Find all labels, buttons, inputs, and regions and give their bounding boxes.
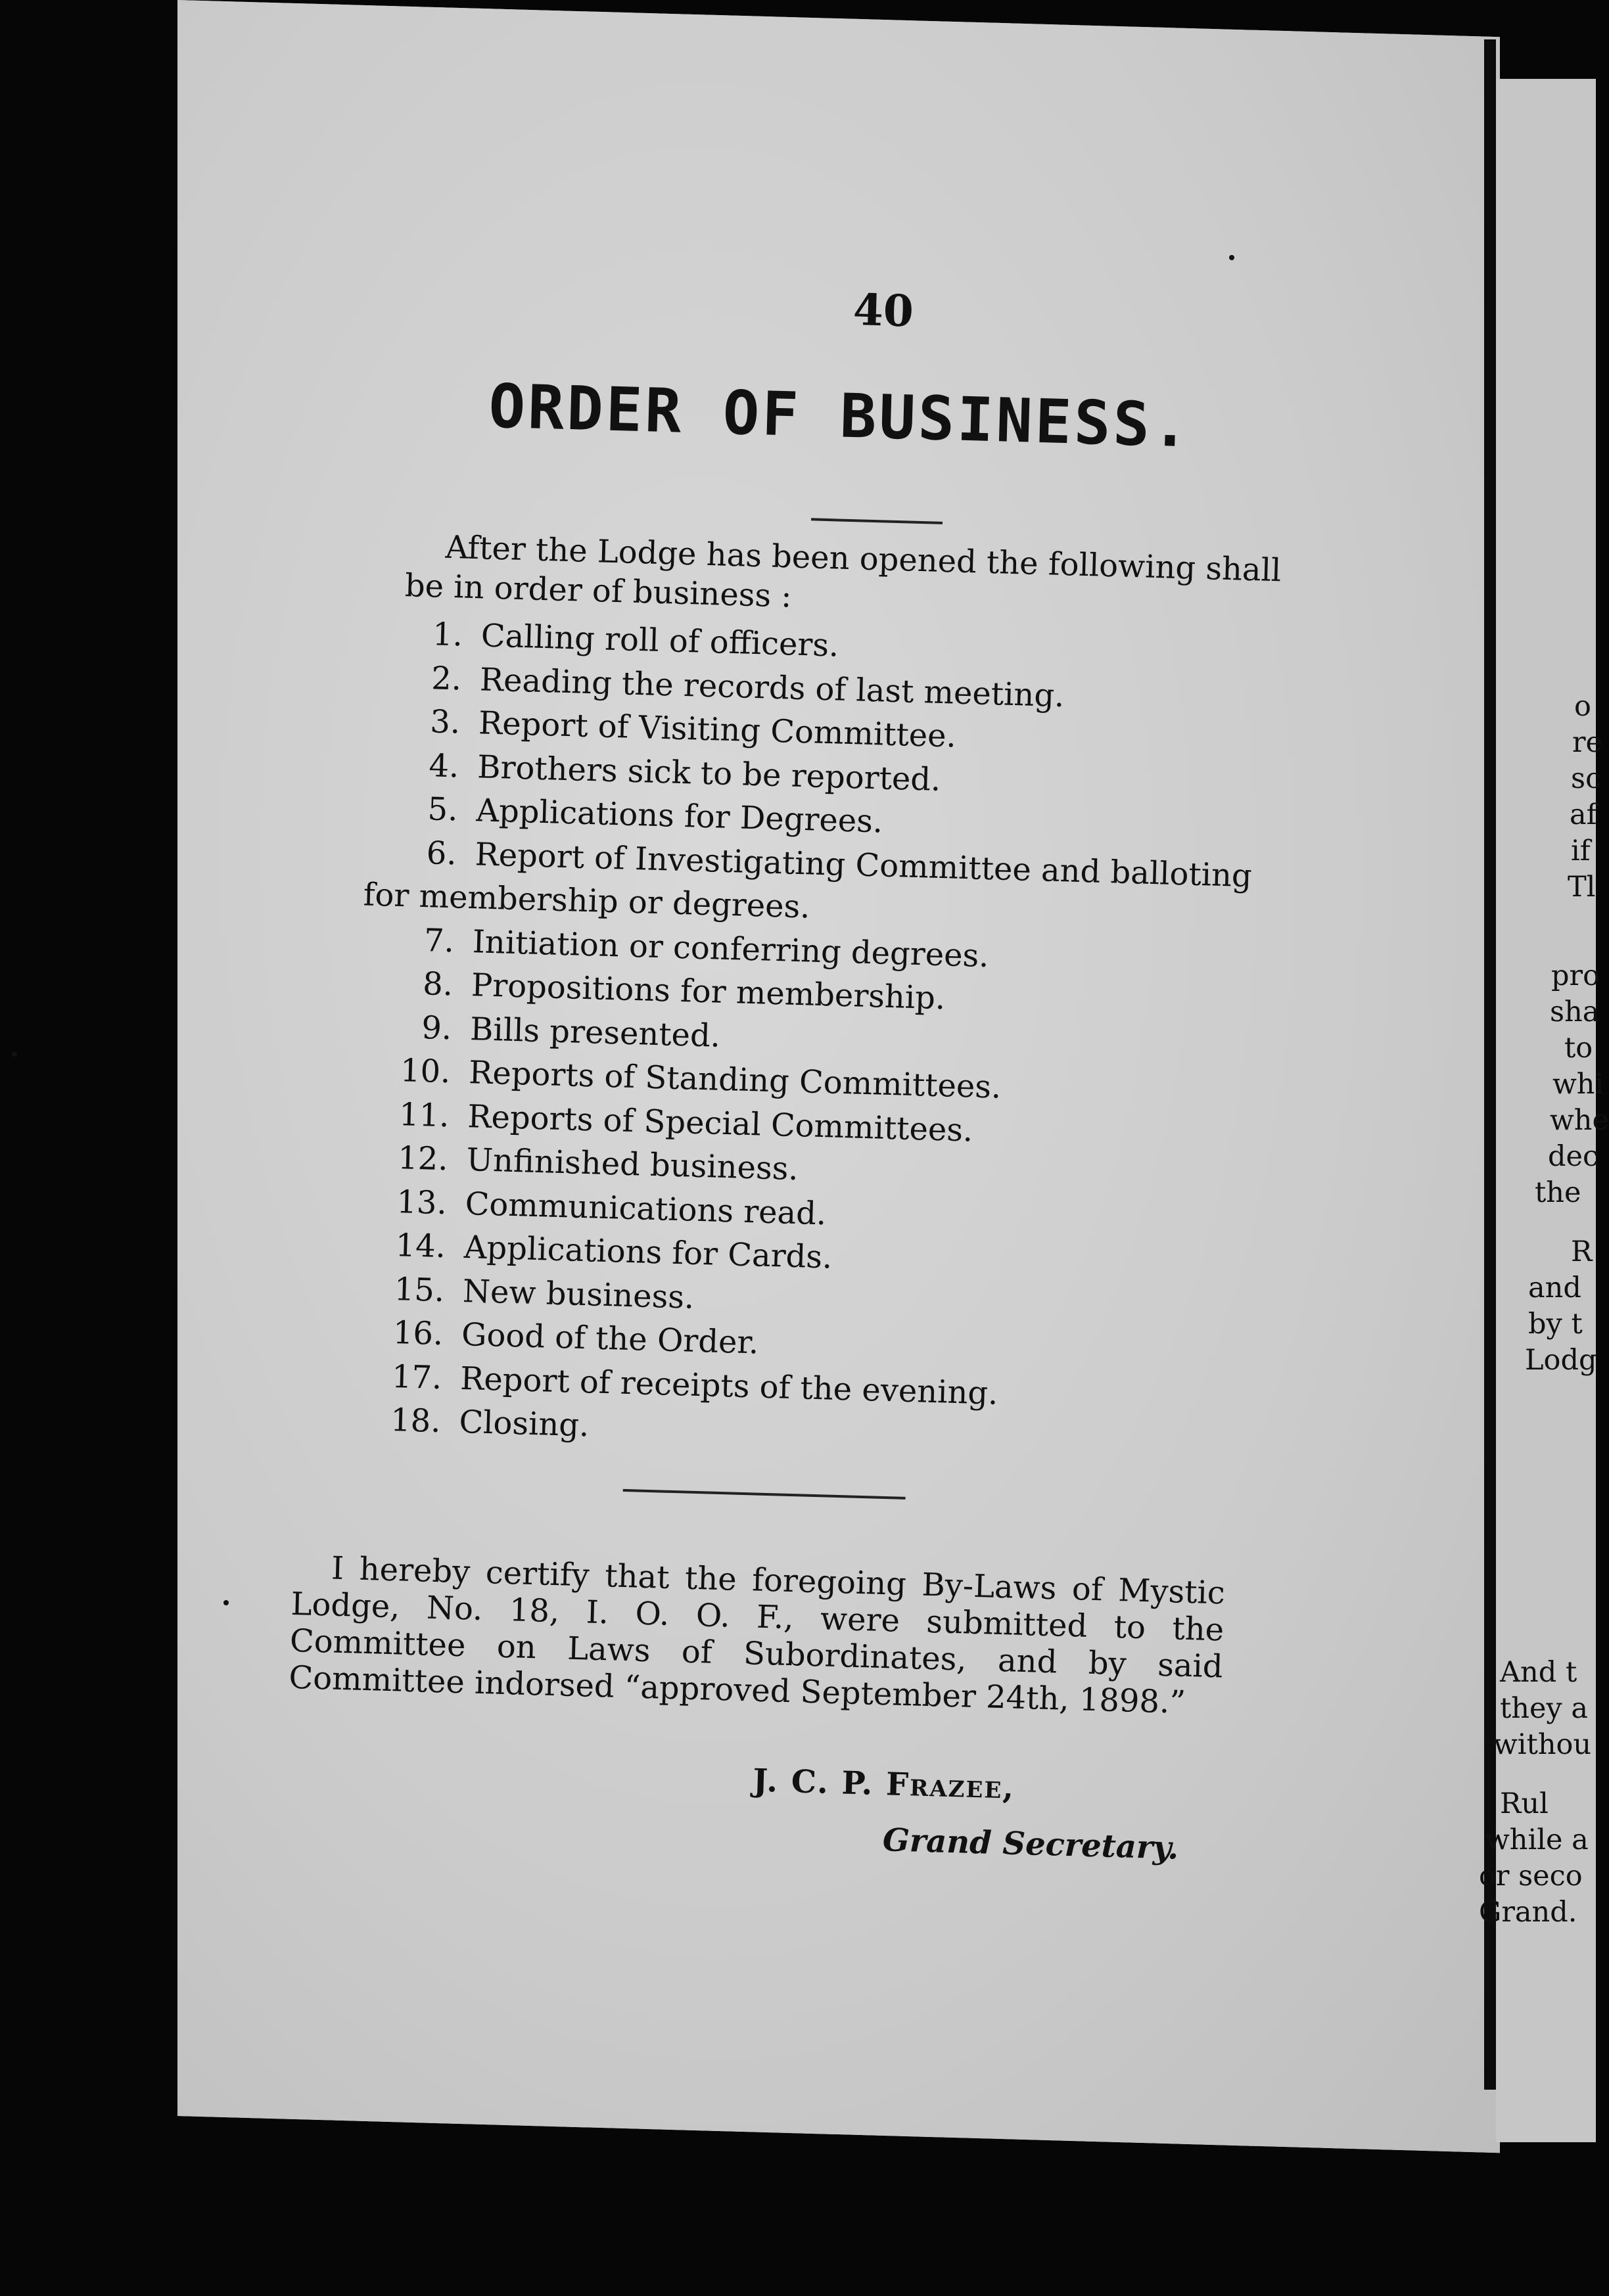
section-divider: [623, 1489, 906, 1500]
right-page-fragment: R: [1571, 1235, 1593, 1268]
right-page-fragment: Tl: [1568, 871, 1596, 904]
item-text: Brothers sick to be reported.: [477, 748, 942, 798]
item-text: Unfinished business.: [465, 1141, 799, 1188]
page-number: 40: [852, 283, 914, 337]
item-number: 3.: [429, 703, 461, 741]
item-number: 4.: [428, 746, 460, 785]
item-number: 14.: [394, 1227, 446, 1266]
right-page-fragment: or seco: [1479, 1860, 1583, 1893]
item-number: 17.: [391, 1358, 443, 1396]
item-text: Bills presented.: [469, 1010, 721, 1055]
item-text: Reports of Special Committees.: [467, 1097, 973, 1149]
item-number: 6.: [426, 834, 457, 872]
item-text: Initiation or conferring degrees.: [472, 923, 990, 975]
item-number: 8.: [422, 965, 454, 1003]
item-text-continuation: for membership or degrees.: [363, 876, 811, 926]
item-text: New business.: [462, 1272, 695, 1316]
item-number: 10.: [400, 1052, 452, 1091]
item-number: 7.: [423, 921, 455, 959]
item-text: Report of Visiting Committee.: [478, 704, 957, 755]
right-page-fragment: sha: [1550, 996, 1600, 1028]
right-page-fragment: Rul: [1500, 1787, 1549, 1820]
item-number: 5.: [427, 791, 459, 829]
intro-paragraph: After the Lodge has been opened the following shall be in order of business :: [404, 528, 1282, 615]
item-text: Reports of Standing Committees.: [468, 1054, 1002, 1106]
certification-paragraph: I hereby certify that the foregoing By-Laws of Mystic Lodge, No. 18, I. O. O. F., were submitted to the Committee on Laws of Subordinates, and by said Committee indorsed “approved September 24th, 1898.”: [288, 1550, 1226, 1721]
item-text: Propositions for membership.: [471, 967, 946, 1017]
item-text: Report of Investigating Committee and balloting: [474, 835, 1253, 894]
item-text: Applications for Degrees.: [475, 792, 883, 840]
item-number: 13.: [396, 1183, 448, 1222]
item-text: Reading the records of last meeting.: [479, 660, 1065, 714]
item-text: Report of receipts of the evening.: [459, 1360, 999, 1412]
right-page-fragment: o: [1574, 690, 1591, 723]
item-text: Communications read.: [465, 1185, 828, 1232]
right-page-fragment: And t: [1500, 1656, 1577, 1689]
item-number: 1.: [432, 616, 463, 654]
right-page-fragment: the: [1535, 1176, 1581, 1209]
right-page-fragment: whe: [1550, 1104, 1609, 1137]
ink-speck: [12, 1051, 17, 1057]
right-page-fragment: if: [1571, 835, 1591, 867]
item-number: 18.: [390, 1401, 442, 1440]
right-page-fragment: whi: [1552, 1068, 1604, 1101]
ink-speck: [223, 1600, 229, 1605]
item-text: Applications for Cards.: [463, 1229, 833, 1276]
right-page-fragment: by t: [1528, 1308, 1583, 1341]
order-of-business-list: [361, 611, 1344, 1468]
right-page-fragment: while a: [1485, 1824, 1589, 1856]
right-page-fragment: Grand.: [1479, 1896, 1577, 1929]
page-title: ORDER OF BUSINESS.: [488, 371, 1192, 461]
title-divider: [811, 518, 943, 524]
item-text: Calling roll of officers.: [480, 617, 840, 664]
item-number: 15.: [394, 1270, 445, 1309]
item-number: 11.: [398, 1095, 450, 1134]
item-text: Closing.: [458, 1403, 590, 1444]
right-page-fragment: pro: [1551, 959, 1600, 992]
item-number: 9.: [421, 1009, 453, 1047]
item-text: Good of the Order.: [461, 1316, 760, 1362]
ink-speck: [1229, 255, 1234, 260]
right-page-fragment: af: [1570, 798, 1597, 831]
right-page-fragment: sc: [1571, 762, 1602, 795]
signer-name: J. C. P. Frazee,: [752, 1762, 1015, 1806]
right-page-fragment: re: [1572, 726, 1603, 759]
right-page-fragment: they a: [1500, 1692, 1589, 1725]
item-number: 16.: [392, 1314, 444, 1353]
right-page-fragment: and: [1528, 1272, 1581, 1304]
right-page-fragment: Lodg: [1525, 1344, 1597, 1377]
right-page-fragment: dec: [1548, 1140, 1599, 1173]
right-page-fragment: withou: [1493, 1728, 1592, 1761]
item-number: 2.: [431, 659, 462, 698]
right-page-fragment: to: [1564, 1032, 1593, 1065]
signer-title: Grand Secretary.: [882, 1822, 1180, 1867]
item-number: 12.: [397, 1139, 449, 1178]
